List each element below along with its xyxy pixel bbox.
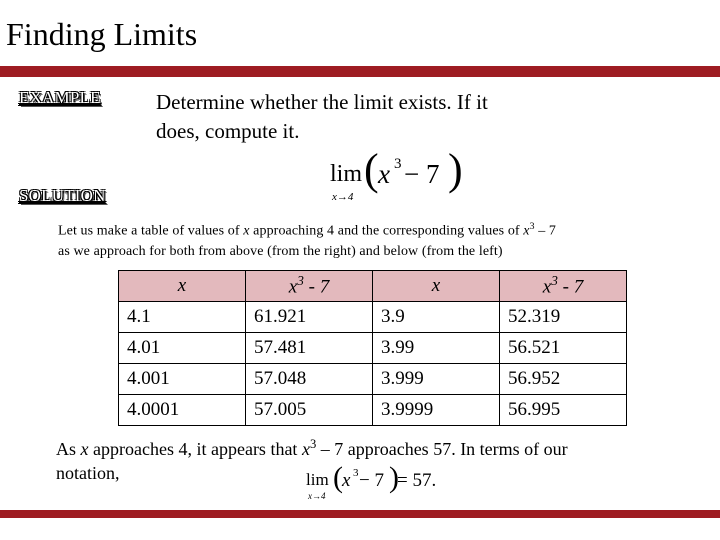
- formula-base: x: [342, 470, 351, 491]
- formula-rest: − 7: [404, 159, 440, 189]
- table-row: [119, 395, 627, 426]
- values-table: [118, 270, 627, 426]
- table-cell: 56.952: [500, 364, 627, 395]
- table-cell: 3.999: [373, 364, 500, 395]
- formula-base: x: [378, 159, 390, 189]
- table-cell: 57.481: [246, 333, 373, 364]
- solution-explanation: [58, 217, 658, 262]
- problem-limit-formula: [326, 148, 466, 206]
- close-paren: ): [389, 464, 399, 494]
- footer-divider: [0, 510, 720, 518]
- table-cell: 4.001: [119, 364, 246, 395]
- formula-rest: − 7: [359, 470, 384, 491]
- table-cell: 61.921: [246, 302, 373, 333]
- table-cell: 52.319: [500, 302, 627, 333]
- conclusion-line-2: notation,: [56, 463, 120, 483]
- table-cell: 4.01: [119, 333, 246, 364]
- table-row: [119, 364, 627, 395]
- table-row: [119, 333, 627, 364]
- lim-subscript: x→4: [332, 191, 354, 203]
- table-cell: 3.99: [373, 333, 500, 364]
- solution-line-1: Let us make a table of values of x approaching 4 and the corresponding values of $x^3 - 7$: [58, 221, 557, 239]
- table-row: [119, 302, 627, 333]
- example-label: EXAMPLE: [19, 88, 101, 107]
- formula-exponent: 3: [394, 156, 402, 172]
- table-cell: 56.521: [500, 333, 627, 364]
- table-cell: 57.005: [246, 395, 373, 426]
- solution-line-2: as we approach for both from above (from the right) and below (from the left): [58, 243, 503, 259]
- table-cell: 3.9: [373, 302, 500, 333]
- page-title: Finding Limits: [6, 16, 198, 52]
- conclusion-line-1: As x approaches 4, it appears that $x^3 - 7$ approaches 57. In terms of our: [56, 437, 568, 459]
- table-cell: 4.1: [119, 302, 246, 333]
- table-header-row: [119, 271, 627, 302]
- lim-operator: lim: [306, 470, 329, 489]
- title-divider: [0, 66, 720, 77]
- open-paren: (: [364, 148, 379, 194]
- lim-operator: lim: [330, 161, 363, 187]
- conclusion-limit-formula: [304, 464, 444, 504]
- open-paren: (: [333, 464, 343, 494]
- close-paren: ): [448, 148, 463, 194]
- table-header-cell: $x^3 - 7$: [246, 271, 373, 302]
- table-header-cell: x: [373, 271, 500, 302]
- table-header-cell: $x^3 - 7$: [500, 271, 627, 302]
- lim-subscript: x→4: [308, 491, 326, 501]
- table-cell: 56.995: [500, 395, 627, 426]
- table-cell: 4.0001: [119, 395, 246, 426]
- formula-exponent: 3: [353, 467, 359, 479]
- solution-label: SOLUTION: [19, 186, 106, 205]
- problem-statement: Determine whether the limit exists. If it does, compute it.: [156, 90, 488, 143]
- formula-result: = 57.: [397, 470, 437, 491]
- table-header-cell: x: [119, 271, 246, 302]
- table-cell: 3.9999: [373, 395, 500, 426]
- table-cell: 57.048: [246, 364, 373, 395]
